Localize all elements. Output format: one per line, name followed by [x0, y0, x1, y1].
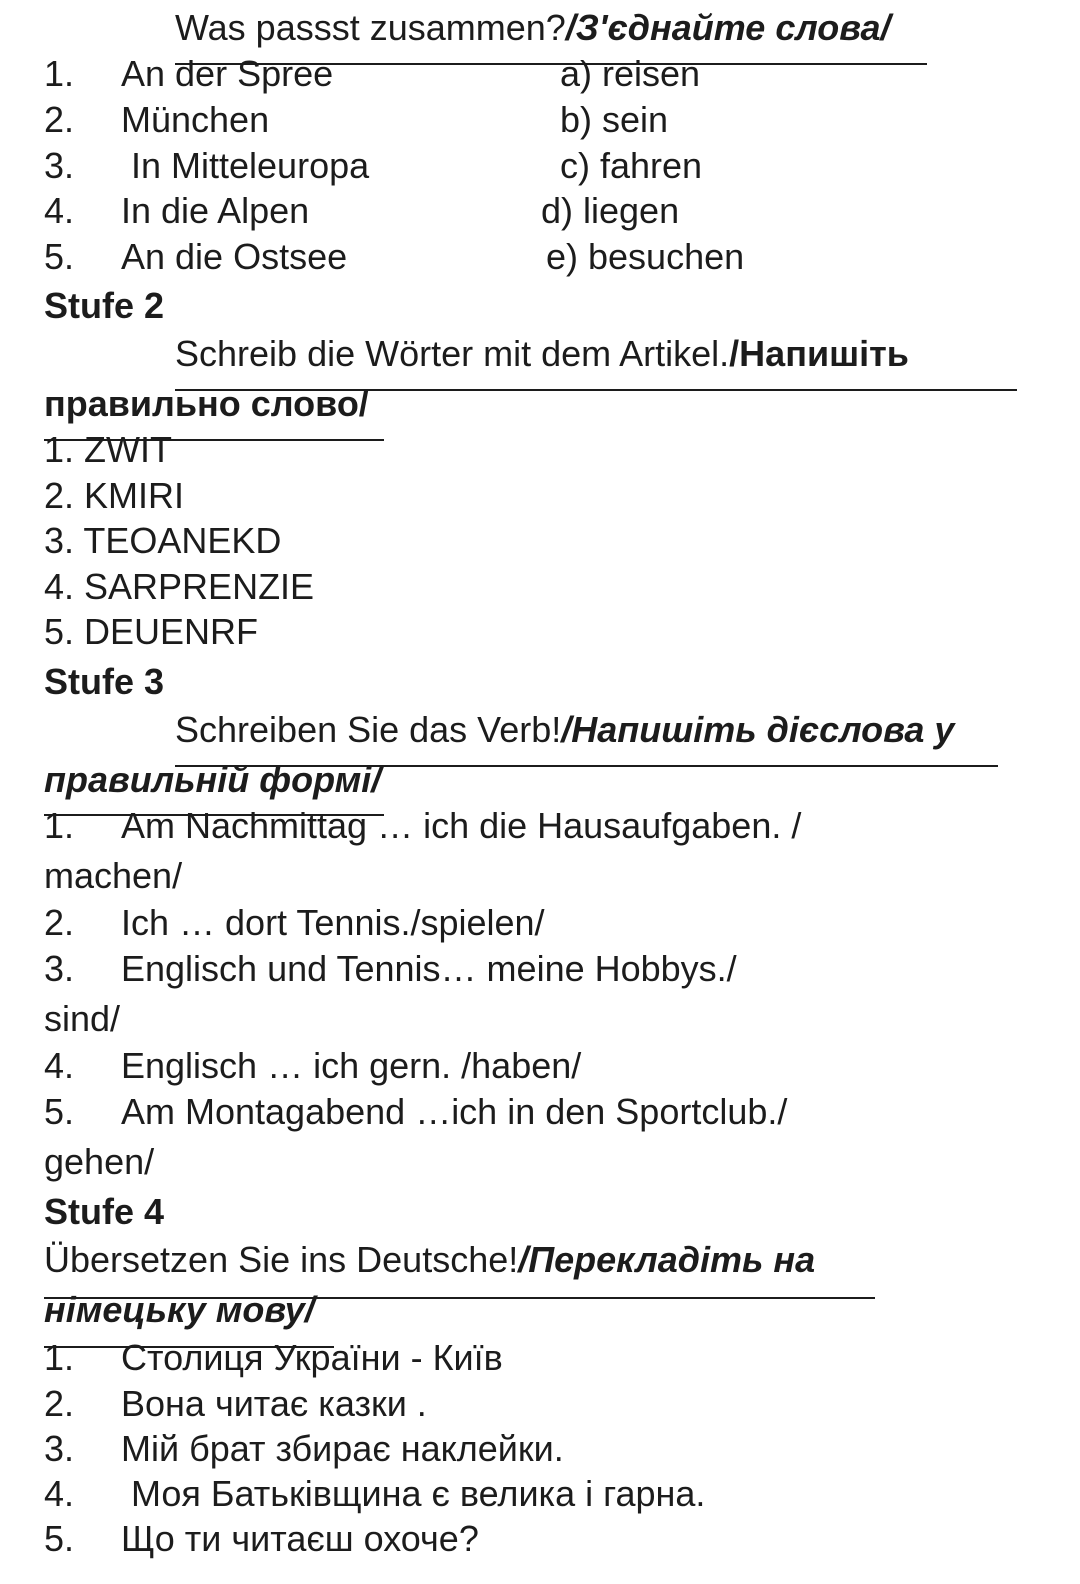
list-number: 4.	[44, 1473, 75, 1514]
instruction-german: Übersetzen Sie ins Deutsche!	[44, 1239, 519, 1280]
list-item-continuation: gehen/	[44, 1141, 155, 1182]
match-left-item: In die Alpen	[121, 190, 310, 231]
list-number: 1.	[44, 53, 75, 94]
list-item: 4. SARPRENZIE	[44, 566, 315, 607]
list-number: 4.	[44, 1045, 75, 1086]
list-number: 2.	[44, 1383, 75, 1424]
instruction-german: Schreiben Sie das Verb!	[175, 709, 562, 750]
list-item: 5. DEUENRF	[44, 611, 259, 652]
list-number: 3.	[44, 948, 75, 989]
list-number: 3.	[44, 1428, 75, 1469]
instruction-ukrainian-continued: правильно слово/	[44, 383, 369, 424]
list-item: Englisch und Tennis… meine Hobbys./	[121, 948, 737, 989]
match-left-item: In Mitteleuropa	[131, 145, 370, 186]
section-heading-stufe-3: Stufe 3	[44, 661, 165, 702]
section2-instruction	[175, 331, 909, 377]
list-number: 5.	[44, 236, 75, 277]
section-heading-stufe-2: Stufe 2	[44, 285, 165, 326]
list-item: Столиця України - Київ	[121, 1337, 503, 1378]
match-left-item: München	[121, 99, 270, 140]
list-number: 5.	[44, 1091, 75, 1132]
list-number: 2.	[44, 99, 75, 140]
instruction-ukrainian-continued: правильній формі/	[44, 759, 382, 800]
instruction-german: Schreib die Wörter mit dem Artikel.	[175, 333, 730, 374]
match-left-item: An die Ostsee	[121, 236, 348, 277]
list-item: Вона читає казки .	[121, 1383, 427, 1424]
list-number: 2.	[44, 902, 75, 943]
match-right-item: c) fahren	[560, 145, 703, 186]
list-number: 1.	[44, 1337, 75, 1378]
list-item: 2. KMIRI	[44, 475, 185, 516]
list-item: Моя Батьківщина є велика і гарна.	[121, 1473, 706, 1514]
match-right-item: a) reisen	[560, 53, 701, 94]
match-right-item: e) besuchen	[546, 236, 745, 277]
list-item: Am Montagabend …ich in den Sportclub./	[121, 1091, 788, 1132]
list-number: 3.	[44, 145, 75, 186]
instruction-ukrainian: /Перекладіть на	[518, 1239, 816, 1280]
instruction-ukrainian: /З'єднайте слова/	[565, 7, 891, 48]
list-number: 5.	[44, 1518, 75, 1559]
match-left-item: An der Spree	[121, 53, 334, 94]
list-number: 4.	[44, 190, 75, 231]
list-item: Am Nachmittag … ich die Hausaufgaben. /	[121, 805, 802, 846]
instruction-ukrainian-continued: німецьку мову/	[44, 1289, 315, 1330]
instruction-ukrainian: /Напишіть дієслова у	[561, 709, 955, 750]
section3-instruction	[175, 707, 954, 753]
list-item: Що ти читаєш охоче?	[121, 1518, 479, 1559]
list-item: 1. ZWIT	[44, 429, 172, 470]
match-right-item: d) liegen	[541, 190, 680, 231]
list-item-continuation: sind/	[44, 998, 121, 1039]
list-item: Ich … dort Tennis./spielen/	[121, 902, 545, 943]
instruction-german: Was passst zusammen?	[175, 7, 566, 48]
list-number: 1.	[44, 805, 75, 846]
section4-instruction	[44, 1237, 815, 1283]
list-item: Englisch … ich gern. /haben/	[121, 1045, 582, 1086]
section1-instruction	[175, 5, 891, 51]
list-item: 3. TEOANEKD	[44, 520, 282, 561]
instruction-ukrainian: /Напишіть	[729, 333, 909, 374]
section-heading-stufe-4: Stufe 4	[44, 1191, 165, 1232]
list-item: Мій брат збирає наклейки.	[121, 1428, 564, 1469]
match-right-item: b) sein	[560, 99, 669, 140]
list-item-continuation: machen/	[44, 855, 183, 896]
